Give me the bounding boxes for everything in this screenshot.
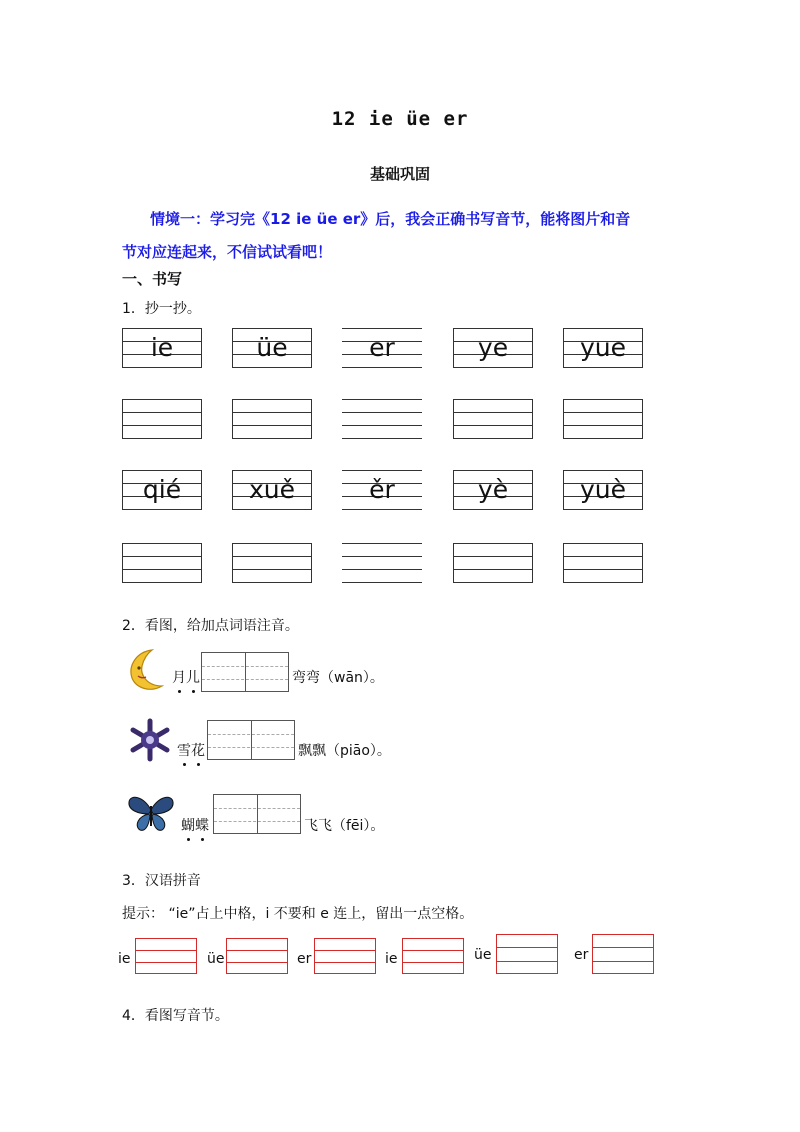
grid-line xyxy=(123,367,201,368)
grid-line xyxy=(233,412,311,413)
grid-line xyxy=(123,582,201,583)
grid-line xyxy=(123,470,201,471)
grid-line xyxy=(454,367,532,368)
grid-line xyxy=(123,412,201,413)
pinyin-syllable: ye xyxy=(477,333,509,362)
pinyin-syllable: ěr xyxy=(369,475,395,504)
grid-line xyxy=(123,543,201,544)
pinyin-copy-grid[interactable] xyxy=(342,543,422,583)
pinyin-model-grid xyxy=(453,328,533,368)
pinyin-copy-grid[interactable] xyxy=(563,399,643,439)
grid-line xyxy=(564,399,642,400)
grid-line xyxy=(233,328,311,329)
grid-line xyxy=(233,470,311,471)
pinyin-syllable: er xyxy=(369,333,395,362)
grid-line xyxy=(454,569,532,570)
grid-line xyxy=(342,509,422,510)
grid-line xyxy=(315,938,375,939)
grid-line xyxy=(564,543,642,544)
grid-line xyxy=(564,470,642,471)
dotted-char: 儿 xyxy=(186,667,200,687)
grid-line xyxy=(227,938,287,939)
pinyin-copy-grid[interactable] xyxy=(453,399,533,439)
pinyin-model-grid xyxy=(453,470,533,510)
red-writing-grid[interactable] xyxy=(226,938,288,974)
pinyin-model-grid xyxy=(342,470,422,510)
grid-line xyxy=(593,961,653,962)
intro-line-1: 情境一：学习完《12 ie üe er》后，我会正确书写音节，能将图片和音 xyxy=(150,210,631,228)
dotted-char: 月 xyxy=(172,667,186,687)
dotted-char: 蝶 xyxy=(195,815,209,835)
grid-line xyxy=(454,470,532,471)
grid-line xyxy=(564,367,642,368)
grid-line xyxy=(136,973,196,974)
hint-text: 提示： “ie”占上中格，i 不要和 e 连上，留出一点空格。 xyxy=(122,906,474,922)
grid-line xyxy=(315,950,375,951)
grid-line xyxy=(454,509,532,510)
pinyin-copy-grid[interactable] xyxy=(232,543,312,583)
pinyin-model-grid xyxy=(122,328,202,368)
red-writing-grid[interactable] xyxy=(402,938,464,974)
red-writing-grid[interactable] xyxy=(314,938,376,974)
grid-line xyxy=(593,947,653,948)
grid-line xyxy=(136,938,196,939)
grid-line xyxy=(136,962,196,963)
red-writing-grid[interactable] xyxy=(496,934,558,974)
grid-line xyxy=(342,399,422,400)
grid-line xyxy=(403,950,463,951)
grid-line xyxy=(342,543,422,544)
word-butterfly xyxy=(181,815,209,835)
dotted-char: 蝴 xyxy=(181,815,195,835)
word-moon xyxy=(172,667,200,687)
pinyin-model-grid xyxy=(232,328,312,368)
pinyin-copy-grid[interactable] xyxy=(563,543,643,583)
grid-line xyxy=(233,556,311,557)
pinyin-syllable: qié xyxy=(142,475,182,504)
grid-label: üe xyxy=(207,951,225,967)
grid-line xyxy=(233,569,311,570)
snowflake-icon xyxy=(128,718,172,762)
grid-line xyxy=(403,938,463,939)
grid-line xyxy=(342,582,422,583)
pinyin-syllable: yuè xyxy=(579,475,627,504)
grid-line xyxy=(315,962,375,963)
grid-line xyxy=(123,399,201,400)
grid-label: ie xyxy=(118,951,131,967)
grid-line xyxy=(593,973,653,974)
grid-line xyxy=(454,412,532,413)
grid-line xyxy=(403,973,463,974)
page-title: 12 ie üe er xyxy=(331,108,469,130)
grid-line xyxy=(342,569,422,570)
pinyin-syllable: ie xyxy=(150,333,174,362)
grid-line xyxy=(454,328,532,329)
grid-label: ie xyxy=(385,951,398,967)
pinyin-syllable: yè xyxy=(477,475,509,504)
grid-line xyxy=(497,973,557,974)
grid-line xyxy=(454,543,532,544)
grid-line xyxy=(342,556,422,557)
red-writing-grid[interactable] xyxy=(592,934,654,974)
pinyin-copy-grid[interactable] xyxy=(122,399,202,439)
grid-line xyxy=(497,961,557,962)
intro-line-2: 节对应连起来，不信试试看吧！ xyxy=(122,243,333,261)
pinyin-syllable: yue xyxy=(579,333,627,362)
grid-line xyxy=(454,399,532,400)
pinyin-copy-grid[interactable] xyxy=(122,543,202,583)
pinyin-copy-grid[interactable] xyxy=(453,543,533,583)
grid-line xyxy=(497,947,557,948)
grid-line xyxy=(564,425,642,426)
sentence-tail: 飘飘（piāo）。 xyxy=(298,743,391,759)
grid-line xyxy=(564,569,642,570)
pinyin-model-grid xyxy=(342,328,422,368)
grid-line xyxy=(123,425,201,426)
grid-line xyxy=(564,438,642,439)
grid-line xyxy=(123,328,201,329)
pinyin-answer-box[interactable] xyxy=(213,794,301,834)
grid-line xyxy=(233,399,311,400)
pinyin-model-grid xyxy=(232,470,312,510)
grid-line xyxy=(342,470,422,471)
section-heading: 一、书写 xyxy=(122,270,183,288)
question-3-label: 3．汉语拼音 xyxy=(122,873,201,889)
question-2-label: 2．看图，给加点词语注音。 xyxy=(122,618,299,634)
grid-line xyxy=(342,425,422,426)
grid-line xyxy=(123,438,201,439)
grid-label: er xyxy=(297,951,312,967)
grid-line xyxy=(233,425,311,426)
grid-line xyxy=(454,582,532,583)
question-1-label: 1．抄一抄。 xyxy=(122,301,201,317)
grid-line xyxy=(593,934,653,935)
intro-text xyxy=(122,203,662,269)
grid-line xyxy=(233,438,311,439)
grid-line xyxy=(342,438,422,439)
grid-line xyxy=(227,962,287,963)
pinyin-model-grid xyxy=(563,328,643,368)
grid-line xyxy=(564,328,642,329)
pinyin-answer-box[interactable] xyxy=(201,652,289,692)
grid-line xyxy=(497,934,557,935)
word-snowflake xyxy=(177,740,205,760)
grid-line xyxy=(233,582,311,583)
grid-line xyxy=(123,556,201,557)
grid-line xyxy=(342,367,422,368)
pinyin-answer-box[interactable] xyxy=(207,720,295,760)
grid-line xyxy=(454,438,532,439)
pinyin-syllable: üe xyxy=(256,333,288,362)
grid-line xyxy=(454,425,532,426)
pinyin-model-grid xyxy=(563,470,643,510)
grid-line xyxy=(227,950,287,951)
grid-line xyxy=(564,509,642,510)
pinyin-model-grid xyxy=(122,470,202,510)
grid-line xyxy=(564,582,642,583)
butterfly-icon xyxy=(126,792,176,834)
grid-line xyxy=(564,412,642,413)
dotted-char: 雪 xyxy=(177,740,191,760)
grid-label: er xyxy=(574,947,589,963)
grid-line xyxy=(564,556,642,557)
question-4-label: 4．看图写音节。 xyxy=(122,1008,229,1024)
grid-line xyxy=(342,412,422,413)
grid-line xyxy=(233,367,311,368)
grid-line xyxy=(315,973,375,974)
sentence-tail: 飞飞（fēi）。 xyxy=(304,818,385,834)
grid-line xyxy=(227,973,287,974)
moon-icon xyxy=(122,646,170,694)
grid-line xyxy=(123,509,201,510)
grid-line xyxy=(233,543,311,544)
pinyin-copy-grid[interactable] xyxy=(342,399,422,439)
grid-label: üe xyxy=(474,947,492,963)
sentence-tail: 弯弯（wān）。 xyxy=(292,670,384,686)
grid-line xyxy=(136,950,196,951)
grid-line xyxy=(123,569,201,570)
grid-line xyxy=(342,328,422,329)
pinyin-copy-grid[interactable] xyxy=(232,399,312,439)
dotted-char: 花 xyxy=(191,740,205,760)
pinyin-syllable: xuě xyxy=(248,475,296,504)
red-writing-grid[interactable] xyxy=(135,938,197,974)
grid-line xyxy=(403,962,463,963)
grid-line xyxy=(454,556,532,557)
section-subtitle: 基础巩固 xyxy=(369,165,430,183)
grid-line xyxy=(233,509,311,510)
